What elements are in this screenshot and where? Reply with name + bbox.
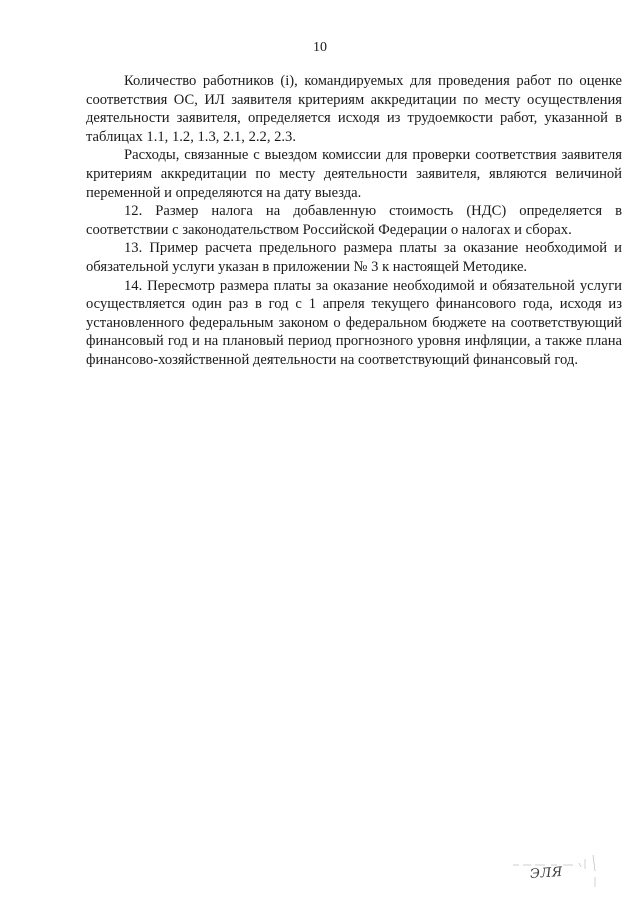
paragraph-calculation-example: 13. Пример расчета предельного размера платы за оказание необходимой и обязательной услуги указан в приложении № 3 к настоящей Методике. [86, 240, 622, 275]
document-body [86, 72, 622, 370]
paragraph-travel-expenses: Расходы, связанные с выездом комиссии для проверки соответствия заявителя критериям аккредитации по месту деятельности заявителя, являются величиной переменной и определяются на дату выезда. [86, 147, 622, 201]
handwritten-initials: ЭЛЯ [529, 864, 564, 883]
page-number: 10 [313, 40, 327, 55]
paragraph-workers-count: Количество работников (i), командируемых для проведения работ по оценке соответствия ОС, ИЛ заявителя критериям аккредитации по месту осуществления деятельности заявителя, определяется исходя из трудоемкости работ, указанной в таблицах 1.1, 1.2, 1.3, 2.1, 2.2, 2.3. [86, 73, 622, 145]
paragraph-fee-revision: 14. Пересмотр размера платы за оказание необходимой и обязательной услуги осуществляется один раз в год с 1 апреля текущего финансового года, исходя из установленного федеральным законом о федеральном бюджете на соответствующий финансовый год и на плановый период прогнозного уровня инфляции, а также плана финансово-хозяйственной деятельности на соответствующий финансовый год. [86, 277, 622, 368]
paragraph-vat: 12. Размер налога на добавленную стоимость (НДС) определяется в соответствии с законодательством Российской Федерации о налогах и сборах. [86, 203, 622, 238]
